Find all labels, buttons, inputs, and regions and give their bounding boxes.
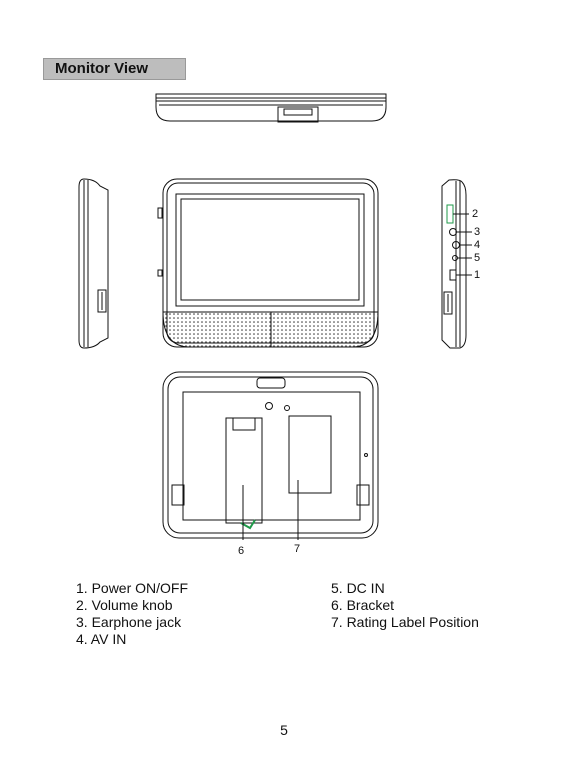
front-view: [158, 179, 378, 347]
legend-right: [331, 580, 479, 631]
legend-item: 4. AV IN: [76, 631, 127, 647]
legend-item: 5. DC IN: [331, 580, 385, 596]
rear-view: [163, 372, 378, 540]
section-title: Monitor View: [43, 58, 186, 80]
left-side-view: [79, 179, 108, 348]
legend-item: 2. Volume knob: [76, 597, 173, 613]
page-number: 5: [280, 722, 288, 738]
right-side-view: [442, 180, 472, 348]
callout-3: 3: [474, 226, 481, 238]
legend-item: 3. Earphone jack: [76, 614, 182, 630]
legend-left: [76, 580, 188, 648]
legend-item: 7. Rating Label Position: [331, 614, 479, 630]
legend-item: 6. Bracket: [331, 597, 395, 613]
legend-item: 1. Power ON/OFF: [76, 580, 189, 596]
callout-4: 4: [474, 239, 481, 251]
callout-1: 1: [474, 269, 481, 281]
callout-2: 2: [472, 208, 479, 220]
top-view: [156, 94, 386, 122]
callout-5: 5: [474, 252, 481, 264]
callout-7: 7: [294, 543, 301, 555]
callout-6: 6: [238, 545, 245, 557]
